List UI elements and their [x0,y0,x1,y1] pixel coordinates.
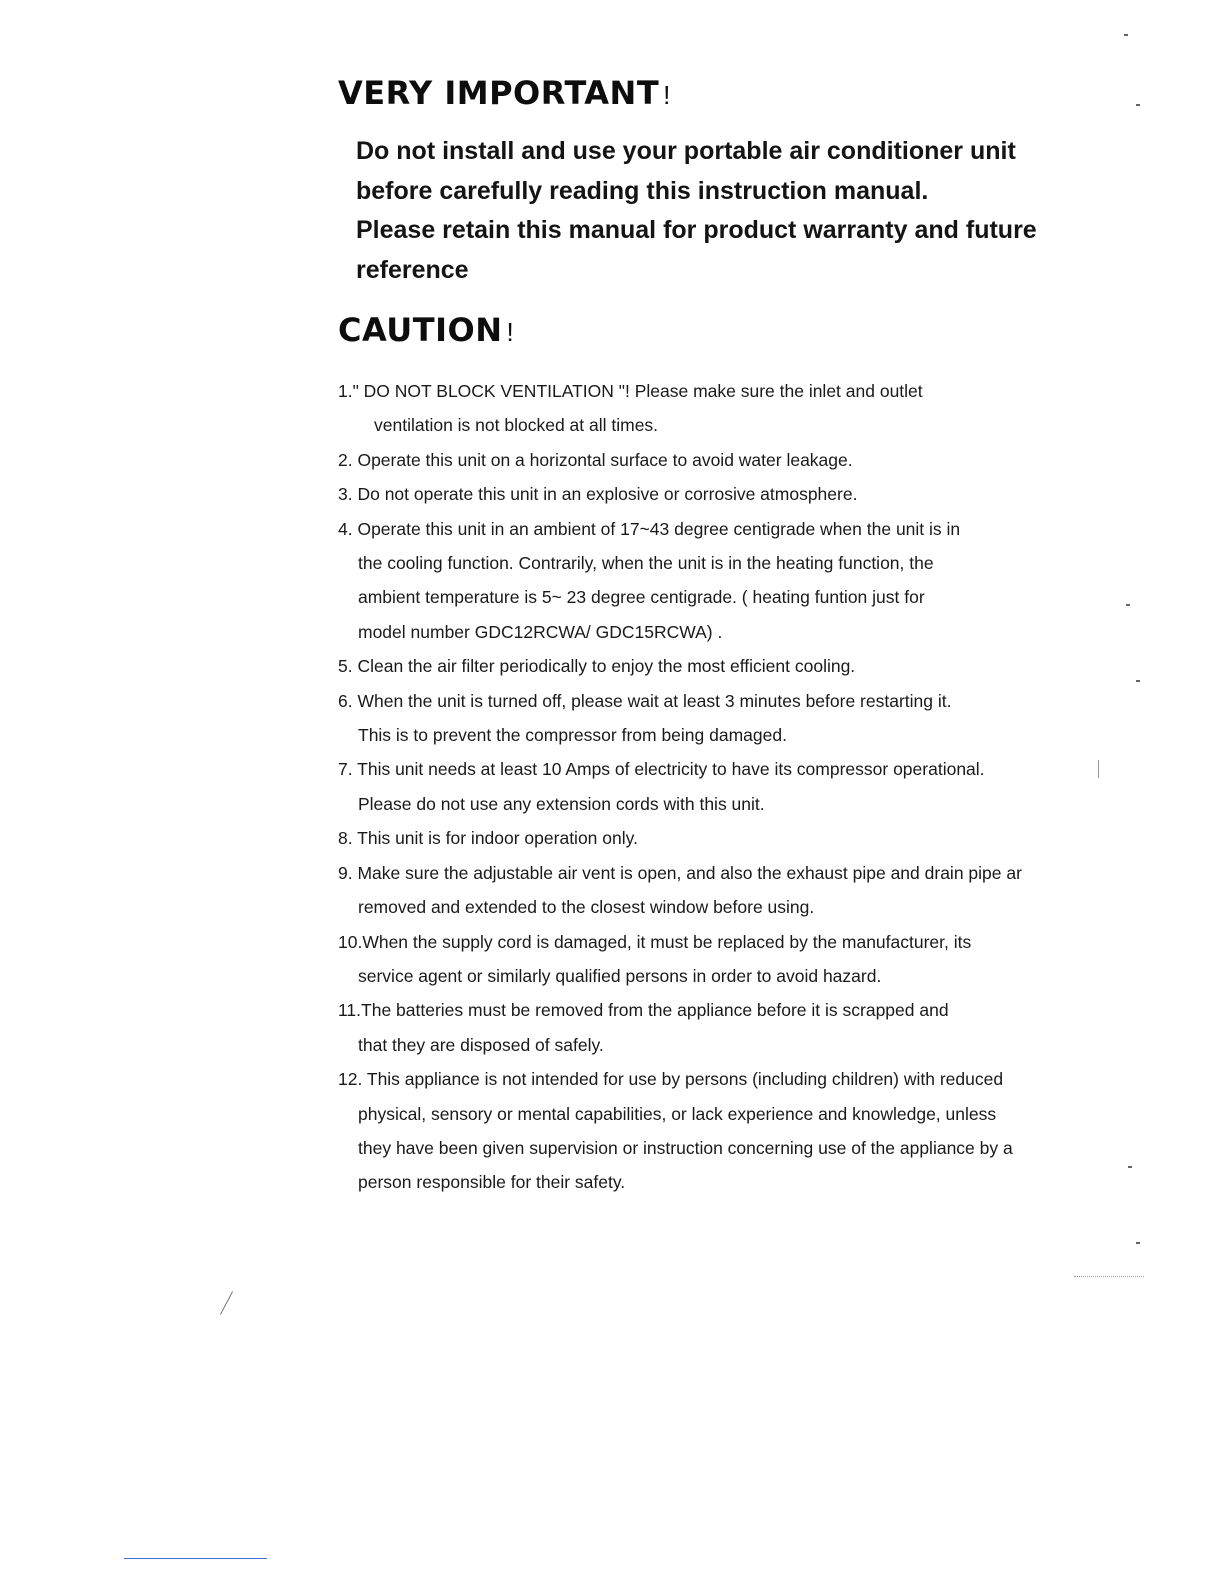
caution-item-line: 5. Clean the air filter periodically to enjoy the most efficient cooling. [338,656,856,677]
caution-item-line: physical, sensory or mental capabilities, or lack experience and knowledge, unless [358,1103,997,1124]
caution-item-line: service agent or similarly qualified persons in order to avoid hazard. [358,965,882,986]
caution-text: CAUTION [338,311,503,349]
scan-speck [1098,760,1099,778]
scan-speck [1136,104,1140,106]
caution-item-line: Please do not use any extension cords with this unit. [358,793,765,814]
caution-item-line: 4. Operate this unit in an ambient of 17~43 degree centigrade when the unit is in [338,518,961,539]
caution-item-line: 2. Operate this unit on a horizontal surface to avoid water leakage. [338,449,853,470]
caution-item-line: 10.When the supply cord is damaged, it must be replaced by the manufacturer, its [338,931,972,952]
caution-item-line: 12. This appliance is not intended for use by persons (including children) with reduced [338,1069,1004,1090]
caution-item-line: 1." DO NOT BLOCK VENTILATION "! Please make sure the inlet and outlet [338,381,923,401]
caution-item-9 [338,856,1108,925]
caution-heading [338,311,514,349]
caution-item-4 [338,512,1108,650]
caution-item-line: 9. Make sure the adjustable air vent is open, and also the exhaust pipe and drain pipe ar [338,862,1022,883]
intro-line-2: before carefully reading this instruction manual. [356,176,929,205]
intro-line-4: reference [356,255,469,284]
scan-speck [1136,680,1140,682]
scan-speck [1124,34,1128,36]
intro-line-3: Please retain this manual for product warranty and future [356,216,1037,244]
intro-notice [356,132,1096,290]
caution-item-line: that they are disposed of safely. [358,1034,604,1055]
scan-dotted-line [1074,1276,1144,1277]
very-important-text: VERY IMPORTANT [338,74,660,112]
caution-item-7 [338,752,1108,821]
caution-item-1 [338,374,1108,443]
scan-edge-line [124,1558,267,1559]
caution-item-line: 6. When the unit is turned off, please wait at least 3 minutes before restarting it. [338,690,952,711]
caution-item-8 [338,821,1108,855]
caution-list [338,374,1108,1200]
caution-item-line: 11.The batteries must be removed from the appliance before it is scrapped and [338,1000,949,1021]
caution-item-line: 3. Do not operate this unit in an explosive or corrosive atmosphere. [338,484,858,505]
scan-speck [1128,1166,1132,1168]
caution-item-10 [338,925,1108,994]
caution-item-line: This is to prevent the compressor from being damaged. [358,725,787,746]
caution-item-2 [338,443,1108,477]
caution-item-line: model number GDC12RCWA/ GDC15RCWA) . [358,621,723,642]
caution-item-line: the cooling function. Contrarily, when the unit is in the heating function, the [358,553,934,574]
caution-exclamation: ! [506,317,515,347]
caution-item-line: ambient temperature is 5~ 23 degree centigrade. ( heating funtion just for [358,587,925,608]
scan-speck [1136,1242,1140,1244]
scan-pen-mark [220,1291,233,1314]
caution-item-3 [338,477,1108,511]
caution-item-line: removed and extended to the closest window before using. [358,897,815,918]
caution-item-line: person responsible for their safety. [358,1172,626,1193]
caution-item-line: 7. This unit needs at least 10 Amps of electricity to have its compressor operational. [338,759,985,780]
caution-item-line: 8. This unit is for indoor operation only. [338,828,638,849]
scan-speck [1126,604,1130,606]
caution-item-11 [338,993,1108,1062]
caution-item-5 [338,649,1108,683]
caution-item-6 [338,684,1108,753]
intro-line-1: Do not install and use your portable air conditioner unit [356,137,1016,165]
caution-item-line: they have been given supervision or instruction concerning use of the appliance by a [358,1137,1013,1158]
very-important-heading [338,74,671,112]
caution-item-12 [338,1062,1108,1200]
very-important-exclamation: ! [663,80,671,110]
caution-item-line: ventilation is not blocked at all times. [374,415,659,436]
